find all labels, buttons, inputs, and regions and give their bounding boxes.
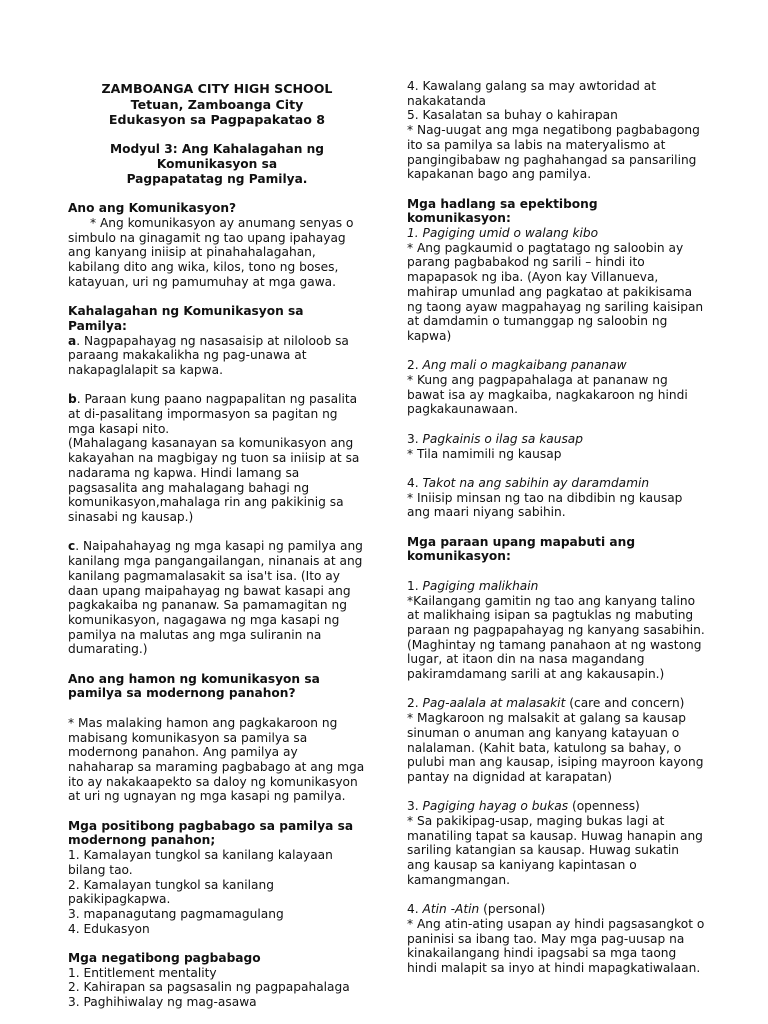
item-letter: c (68, 539, 76, 554)
hadlang-item-body: * Iniisip minsan ng tao na dibdibin ng kausap ang maari niyang sabihin. (407, 490, 683, 520)
list-item: 5. Kasalatan sa buhay o kahirapan (407, 108, 618, 123)
hadlang-item-title: 3. Pagkainis o ilag sa kausap (407, 431, 583, 446)
hadlang-item-title: 4. Takot na ang sabihin ay daramdamin (407, 475, 650, 490)
positibo-heading: Mga positibong pagbabago sa pamilya sa modernong panahon; (68, 818, 354, 848)
komunikasyon-heading: Ano ang Komunikasyon? (68, 201, 237, 216)
kahalagahan-item-b-note: (Mahalagang kasanayan sa komunikasyon ang kakayahan na magbigay ng tuon sa iniisip at sa nadarama ng kapwa. Hindi lamang sa pagsasalita ang mahalagang bahagi ng komunikasyon,mahalaga rin ang pakikinig sa sinasabi ng kausap.) (68, 436, 360, 524)
list-item: 2. Kahirapan sa pagsasalin ng pagpapahalaga (68, 980, 350, 995)
subject-title: Edukasyon sa Pagpapakatao 8 (108, 112, 326, 128)
item-letter: b (68, 392, 77, 407)
paraan-heading: Mga paraan upang mapabuti ang komunikasyon: (407, 534, 636, 564)
hadlang-item-body: * Ang pagkaumid o pagtatago ng saloobin ay parang pagbabakod ng sarili – hindi ito mapapasok ng iba. (Ayon kay Villanueva, mahirap umunlad ang pagkatao at pakikisama ng taong ayaw magpahayag ng sariling kaisipan at damdamin o tumanggap ng saloobin ng kapwa) (407, 240, 704, 343)
item-text: . Nagpapahayag ng nasasaisip at niloloob sa paraang makakalikha ng pag-unawa at nakapaglalapit sa kapwa. (68, 333, 349, 377)
kahalagahan-item-b (68, 392, 366, 436)
hamon-body: * Mas malaking hamon ang pagkakaroon ng mabisang komunikasyon sa pamilya sa modernong panahon. Ang pamilya ay nahaharap sa maraming pagbabago at ang mga ito ay nakakaapekto sa daloy ng komunikasyon at uri ng ugnayan ng mga kasapi ng pamilya. (68, 715, 365, 804)
kahalagahan-item-c (68, 539, 366, 657)
paraan-item-title: 3. Pagiging hayag o bukas (openness) (407, 799, 640, 814)
school-location: Tetuan, Zamboanga City (130, 96, 304, 112)
list-item: 2. Kamalayan tungkol sa kanilang pakikipagkapwa. (68, 877, 274, 907)
list-item: 1. Entitlement mentality (68, 965, 217, 980)
list-item: 4. Edukasyon (68, 921, 150, 936)
paraan-item-body: * Magkaroon ng malsakit at galang sa kausap sinuman o anuman ang kanyang katayuan o nalalaman. (Kahit bata, katulong sa bahay, o pulubi man ang kausap, isiping mayroon kayong pantay na dignidad at karapatan) (407, 711, 704, 784)
paraan-item-title: 1. Pagiging malikhain (407, 578, 539, 593)
hadlang-item-title: 1. Pagiging umid o walang kibo (407, 226, 599, 241)
kahalagahan-heading: Kahalagahan ng Komunikasyon sa Pamilya: (68, 304, 304, 333)
hadlang-heading: Mga hadlang sa epektibong komunikasyon: (407, 196, 598, 226)
paraan-item-body: *Kailangang gamitin ng tao ang kanyang talino at malikhaing isipan sa pagtuklas ng mabuting paraan ng pagpapahayag ng kanyang sasabihin. (Maghintay ng tamang panahaon at ng wastong lugar, at itaon din na nasa magandang pakiramdamang sarili at ang kakausapin.) (407, 593, 705, 682)
paraan-item-title: 2. Pag-aalala at malasakit (care and concern) (407, 696, 685, 711)
list-item: 3. mapanagutang pagmamagulang (68, 906, 284, 921)
hadlang-item-body: * Tila namimili ng kausap (407, 446, 562, 461)
paraan-item-body: * Sa pakikipag-usap, maging bukas lagi at manatiling tapat sa kausap. Huwag hanapin ang sariling katangian sa kausap. Huwag sukatin ang kausap sa kaniyang kapintasan o kamangmangan. (407, 814, 703, 887)
module-title-line2: Pagpapatatag ng Pamilya. (126, 171, 308, 186)
left-column (68, 81, 366, 1010)
komunikasyon-body: * Ang komunikasyon ay anumang senyas o simbulo na ginagamit ng tao upang ipahayag ang kanyang iniisip at pinahahalagahan, kabilang dito ang wika, kilos, tono ng boses, katayuan, uri ng pamumuhay at mga gawa. (68, 215, 354, 289)
hadlang-item-body: * Kung ang pagpapahalaga at pananaw ng bawat isa ay magkaiba, nagkakaroon ng hindi pagkakaunawaan. (407, 373, 688, 417)
kahalagahan-item-a (68, 334, 366, 378)
list-item: 4. Kawalang galang sa may awtoridad at nakakatanda (407, 79, 657, 108)
negatibo-note: * Nag-uugat ang mga negatibong pagbabagong ito sa pamilya sa labis na materyalismo at pangingibabaw ng paghahangad sa pansariling kapakanan bago ang pamilya. (407, 123, 700, 182)
paraan-item-title: 4. Atin -Atin (personal) (407, 902, 546, 917)
negatibo-heading: Mga negatibong pagbabago (68, 951, 261, 966)
list-item: 1. Kamalayan tungkol sa kanilang kalayaan bilang tao. (68, 848, 333, 877)
school-name: ZAMBOANGA CITY HIGH SCHOOL (101, 81, 333, 96)
list-item: 3. Paghihiwalay ng mag-asawa (68, 995, 257, 1010)
module-title-line1: Modyul 3: Ang Kahalagahan ng Komunikasyon sa (109, 142, 325, 172)
paraan-item-body: * Ang atin-ating usapan ay hindi pagsasangkot o paninisi sa ibang tao. May mga pag-uusap na kinakailangang hindi ipagsabi sa mga taong hindi malapit sa inyo at hindi mapagkatiwalaan. (407, 916, 705, 976)
item-text: . Naipahahayag ng mga kasapi ng pamilya ang kanilang mga pangangailangan, ninanais at ang kanilang pagmamalasakit sa isa't isa. (Ito ay daan upang maipahayag ng bawat kasapi ang pagkakaiba ng pananaw. Sa pamamagitan ng komunikasyon, nagagawa ng mga kasapi ng pamilya na malutas ang mga suliranin na dumarating.) (68, 539, 363, 657)
item-text: . Paraan kung paano nagpapalitan ng pasalita at di-pasalitang impormasyon sa pagitan ng mga kasapi nito. (68, 392, 358, 436)
hadlang-item-title: 2. Ang mali o magkaibang pananaw (407, 358, 627, 373)
item-letter: a (68, 333, 77, 348)
right-column (407, 79, 705, 976)
hamon-heading: Ano ang hamon ng komunikasyon sa pamilya sa modernong panahon? (68, 671, 320, 701)
